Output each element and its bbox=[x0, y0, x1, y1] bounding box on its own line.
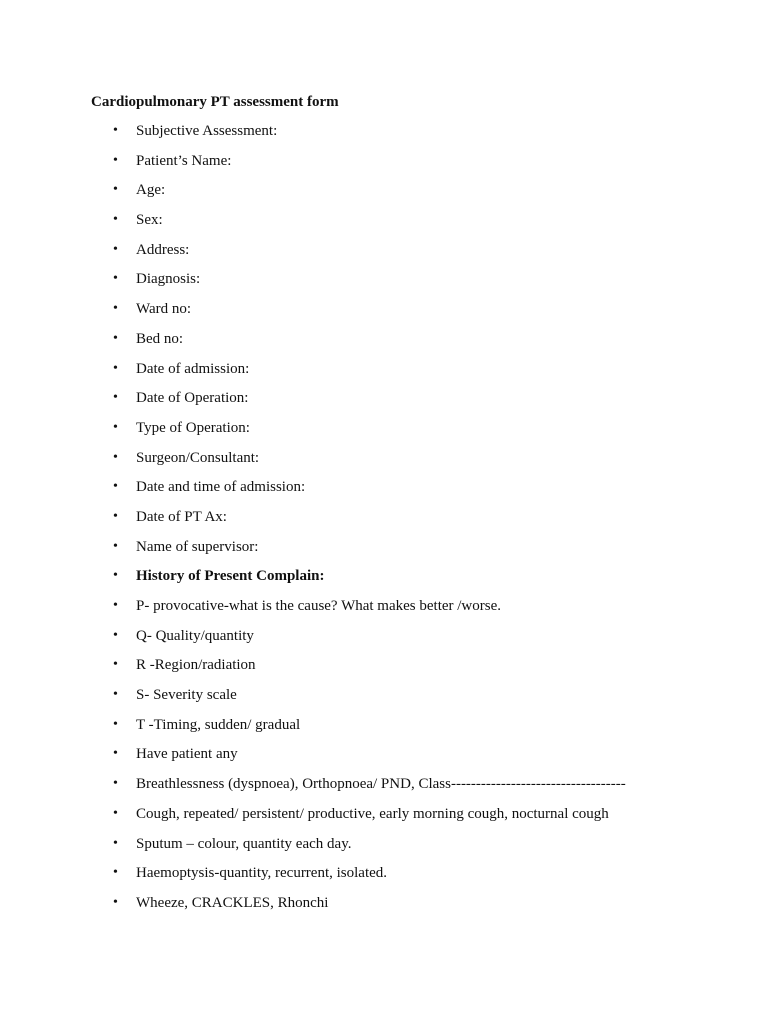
bullet-icon: • bbox=[113, 419, 118, 435]
field-label: T -Timing, sudden/ gradual bbox=[136, 716, 301, 733]
field-label: Breathlessness (dyspnoea), Orthopnoea/ PND, Class----------------------------------- bbox=[136, 776, 626, 793]
field-label: Patient’s Name: bbox=[136, 152, 232, 169]
bullet-icon: • bbox=[113, 687, 118, 703]
field-label: Wheeze, CRACKLES, Rhonchi bbox=[136, 894, 329, 911]
field-label: Age: bbox=[136, 182, 166, 199]
field-label: R -Region/radiation bbox=[136, 657, 256, 674]
bullet-icon: • bbox=[113, 805, 118, 821]
field-label: P- provocative-what is the cause? What makes better /worse. bbox=[136, 598, 502, 614]
bullet-icon: • bbox=[113, 390, 118, 406]
bullet-icon: • bbox=[113, 894, 118, 910]
bullet-icon: • bbox=[113, 479, 118, 495]
bullet-icon: • bbox=[113, 449, 118, 465]
field-label: Sputum – colour, quantity each day. bbox=[136, 835, 352, 852]
field-label: Subjective Assessment: bbox=[136, 123, 278, 139]
field-label: Address: bbox=[136, 241, 190, 258]
bullet-icon: • bbox=[113, 835, 118, 851]
field-label: Type of Operation: bbox=[136, 419, 250, 436]
bullet-icon: • bbox=[113, 271, 118, 287]
field-label: Ward no: bbox=[136, 301, 192, 318]
field-label: S- Severity scale bbox=[136, 687, 237, 704]
bullet-icon: • bbox=[113, 865, 118, 881]
bullet-icon: • bbox=[113, 716, 118, 732]
bullet-icon: • bbox=[113, 241, 118, 257]
bullet-icon: • bbox=[113, 538, 118, 554]
field-label: Q- Quality/quantity bbox=[136, 627, 254, 644]
bullet-icon: • bbox=[113, 301, 118, 317]
bullet-icon: • bbox=[113, 598, 118, 613]
bullet-icon: • bbox=[113, 360, 118, 376]
bullet-icon: • bbox=[113, 123, 118, 138]
field-label: Have patient any bbox=[136, 746, 238, 763]
bullet-icon: • bbox=[113, 182, 118, 198]
field-label: Date of PT Ax: bbox=[136, 508, 227, 525]
document-title: Cardiopulmonary PT assessment form bbox=[91, 94, 339, 110]
field-label: Date and time of admission: bbox=[136, 479, 306, 496]
field-label: Cough, repeated/ persistent/ productive, early morning cough, nocturnal cough bbox=[136, 805, 609, 822]
bullet-icon: • bbox=[113, 212, 118, 228]
bullet-icon: • bbox=[113, 152, 118, 168]
field-label: Bed no: bbox=[136, 330, 184, 347]
section-heading: History of Present Complain: bbox=[136, 568, 325, 585]
bullet-icon: • bbox=[113, 568, 118, 584]
bullet-icon: • bbox=[113, 330, 118, 346]
bullet-icon: • bbox=[113, 776, 118, 792]
field-label: Haemoptysis-quantity, recurrent, isolated. bbox=[136, 865, 388, 882]
bullet-icon: • bbox=[113, 746, 118, 762]
bullet-icon: • bbox=[113, 657, 118, 673]
field-label: Date of Operation: bbox=[136, 390, 249, 407]
field-label: Surgeon/Consultant: bbox=[136, 449, 260, 466]
field-label: Name of supervisor: bbox=[136, 538, 259, 555]
bullet-icon: • bbox=[113, 508, 118, 524]
field-label: Sex: bbox=[136, 212, 163, 229]
field-label: Diagnosis: bbox=[136, 271, 201, 288]
bullet-icon: • bbox=[113, 627, 118, 643]
field-label: Date of admission: bbox=[136, 360, 250, 377]
